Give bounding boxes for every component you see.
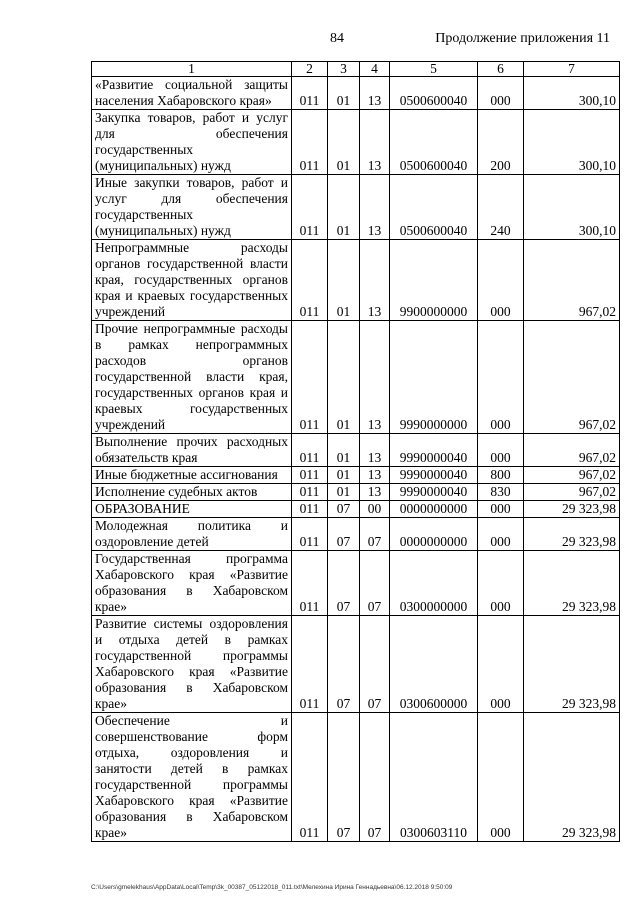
row-value-cell: 200 bbox=[478, 110, 524, 175]
row-value-cell: 011 bbox=[292, 110, 328, 175]
row-name-cell: Иные бюджетные ассигнования bbox=[92, 467, 292, 484]
row-value-cell: 011 bbox=[292, 467, 328, 484]
row-value-cell: 00 bbox=[360, 501, 390, 518]
row-value-cell: 13 bbox=[360, 434, 390, 467]
row-value-cell: 13 bbox=[360, 77, 390, 110]
row-value-cell: 07 bbox=[360, 713, 390, 842]
table-row bbox=[92, 467, 620, 484]
row-value-cell: 300,10 bbox=[524, 77, 620, 110]
column-header: 4 bbox=[360, 62, 390, 77]
row-value-cell: 800 bbox=[478, 467, 524, 484]
row-name-cell: Иные закупки товаров, работ и услуг для обеспечения государственных (муниципальных) нужд bbox=[92, 175, 292, 240]
row-value-cell: 9900000000 bbox=[390, 240, 478, 321]
row-value-cell: 07 bbox=[328, 518, 360, 551]
row-value-cell: 13 bbox=[360, 110, 390, 175]
row-value-cell: 000 bbox=[478, 616, 524, 713]
row-value-cell: 000 bbox=[478, 518, 524, 551]
row-value-cell: 07 bbox=[328, 501, 360, 518]
row-value-cell: 000 bbox=[478, 77, 524, 110]
row-name-cell: Обеспечение и совершенствование форм отдыха, оздоровления и занятости детей в рамках государственной программы Хабаровского края «Развитие образования в Хабаровском крае» bbox=[92, 713, 292, 842]
row-value-cell: 0500600040 bbox=[390, 175, 478, 240]
row-name-cell: Исполнение судебных актов bbox=[92, 484, 292, 501]
table-row bbox=[92, 501, 620, 518]
row-value-cell: 07 bbox=[360, 551, 390, 616]
row-value-cell: 29 323,98 bbox=[524, 616, 620, 713]
table-row bbox=[92, 175, 620, 240]
column-header: 7 bbox=[524, 62, 620, 77]
table-header-row bbox=[92, 62, 620, 77]
row-value-cell: 011 bbox=[292, 175, 328, 240]
row-value-cell: 967,02 bbox=[524, 484, 620, 501]
file-path-footer: C:\Users\gmelekhaus\AppData\Local\Temp\3k_00387_05122018_011.txt\Мелехина Ирина Геннадьевна\06.12.2018 9:50:09 bbox=[91, 884, 453, 891]
column-header: 1 bbox=[92, 62, 292, 77]
row-value-cell: 240 bbox=[478, 175, 524, 240]
row-name-cell: «Развитие социальной защиты населения Хабаровского края» bbox=[92, 77, 292, 110]
row-value-cell: 000 bbox=[478, 551, 524, 616]
row-value-cell: 011 bbox=[292, 713, 328, 842]
row-value-cell: 000 bbox=[478, 501, 524, 518]
row-value-cell: 07 bbox=[328, 551, 360, 616]
row-value-cell: 0300600000 bbox=[390, 616, 478, 713]
row-value-cell: 29 323,98 bbox=[524, 713, 620, 842]
column-header: 2 bbox=[292, 62, 328, 77]
row-value-cell: 01 bbox=[328, 467, 360, 484]
row-value-cell: 07 bbox=[360, 616, 390, 713]
row-value-cell: 000 bbox=[478, 321, 524, 434]
row-value-cell: 967,02 bbox=[524, 321, 620, 434]
row-value-cell: 011 bbox=[292, 484, 328, 501]
table-row bbox=[92, 713, 620, 842]
row-value-cell: 13 bbox=[360, 175, 390, 240]
row-value-cell: 000 bbox=[478, 240, 524, 321]
row-value-cell: 29 323,98 bbox=[524, 551, 620, 616]
budget-table bbox=[91, 61, 620, 842]
row-value-cell: 01 bbox=[328, 175, 360, 240]
row-value-cell: 0000000000 bbox=[390, 518, 478, 551]
row-value-cell: 29 323,98 bbox=[524, 501, 620, 518]
row-value-cell: 011 bbox=[292, 616, 328, 713]
row-value-cell: 830 bbox=[478, 484, 524, 501]
row-value-cell: 9990000040 bbox=[390, 484, 478, 501]
row-value-cell: 0000000000 bbox=[390, 501, 478, 518]
row-name-cell: Развитие системы оздоровления и отдыха детей в рамках государственной программы Хабаровского края «Развитие образования в Хабаровском крае» bbox=[92, 616, 292, 713]
row-value-cell: 13 bbox=[360, 240, 390, 321]
page-caption: Продолжение приложения 11 bbox=[435, 31, 610, 46]
row-value-cell: 011 bbox=[292, 551, 328, 616]
table-row bbox=[92, 240, 620, 321]
row-value-cell: 0300000000 bbox=[390, 551, 478, 616]
row-name-cell: Молодежная политика и оздоровление детей bbox=[92, 518, 292, 551]
row-value-cell: 011 bbox=[292, 77, 328, 110]
row-value-cell: 29 323,98 bbox=[524, 518, 620, 551]
row-name-cell: Закупка товаров, работ и услуг для обеспечения государственных (муниципальных) нужд bbox=[92, 110, 292, 175]
row-name-cell: Непрограммные расходы органов государственной власти края, государственных органов края и краевых государственных учреждений bbox=[92, 240, 292, 321]
row-value-cell: 011 bbox=[292, 518, 328, 551]
row-value-cell: 01 bbox=[328, 77, 360, 110]
row-name-cell: Государственная программа Хабаровского края «Развитие образования в Хабаровском крае» bbox=[92, 551, 292, 616]
row-value-cell: 0500600040 bbox=[390, 110, 478, 175]
row-value-cell: 0300603110 bbox=[390, 713, 478, 842]
table-row bbox=[92, 484, 620, 501]
row-value-cell: 011 bbox=[292, 434, 328, 467]
row-value-cell: 000 bbox=[478, 713, 524, 842]
row-value-cell: 000 bbox=[478, 434, 524, 467]
row-value-cell: 967,02 bbox=[524, 467, 620, 484]
row-value-cell: 9990000040 bbox=[390, 467, 478, 484]
row-value-cell: 01 bbox=[328, 110, 360, 175]
row-value-cell: 01 bbox=[328, 240, 360, 321]
row-name-cell: Прочие непрограммные расходы в рамках непрограммных расходов органов государственной власти края, государственных органов края и краевых государственных учреждений bbox=[92, 321, 292, 434]
row-value-cell: 011 bbox=[292, 240, 328, 321]
row-value-cell: 07 bbox=[328, 713, 360, 842]
column-header: 6 bbox=[478, 62, 524, 77]
column-header: 5 bbox=[390, 62, 478, 77]
row-value-cell: 300,10 bbox=[524, 110, 620, 175]
row-value-cell: 0500600040 bbox=[390, 77, 478, 110]
row-value-cell: 9990000000 bbox=[390, 321, 478, 434]
row-value-cell: 13 bbox=[360, 484, 390, 501]
row-value-cell: 01 bbox=[328, 434, 360, 467]
row-value-cell: 967,02 bbox=[524, 434, 620, 467]
table-row bbox=[92, 110, 620, 175]
row-value-cell: 13 bbox=[360, 467, 390, 484]
row-value-cell: 9990000040 bbox=[390, 434, 478, 467]
row-value-cell: 01 bbox=[328, 321, 360, 434]
row-value-cell: 01 bbox=[328, 484, 360, 501]
table-row bbox=[92, 616, 620, 713]
row-value-cell: 13 bbox=[360, 321, 390, 434]
table-row bbox=[92, 434, 620, 467]
column-header: 3 bbox=[328, 62, 360, 77]
table-row bbox=[92, 518, 620, 551]
row-value-cell: 967,02 bbox=[524, 240, 620, 321]
row-name-cell: ОБРАЗОВАНИЕ bbox=[92, 501, 292, 518]
row-value-cell: 011 bbox=[292, 501, 328, 518]
table-row bbox=[92, 321, 620, 434]
row-name-cell: Выполнение прочих расходных обязательств края bbox=[92, 434, 292, 467]
row-value-cell: 011 bbox=[292, 321, 328, 434]
row-value-cell: 300,10 bbox=[524, 175, 620, 240]
table-row bbox=[92, 77, 620, 110]
page-number: 84 bbox=[330, 31, 344, 46]
row-value-cell: 07 bbox=[360, 518, 390, 551]
row-value-cell: 07 bbox=[328, 616, 360, 713]
table-row bbox=[92, 551, 620, 616]
